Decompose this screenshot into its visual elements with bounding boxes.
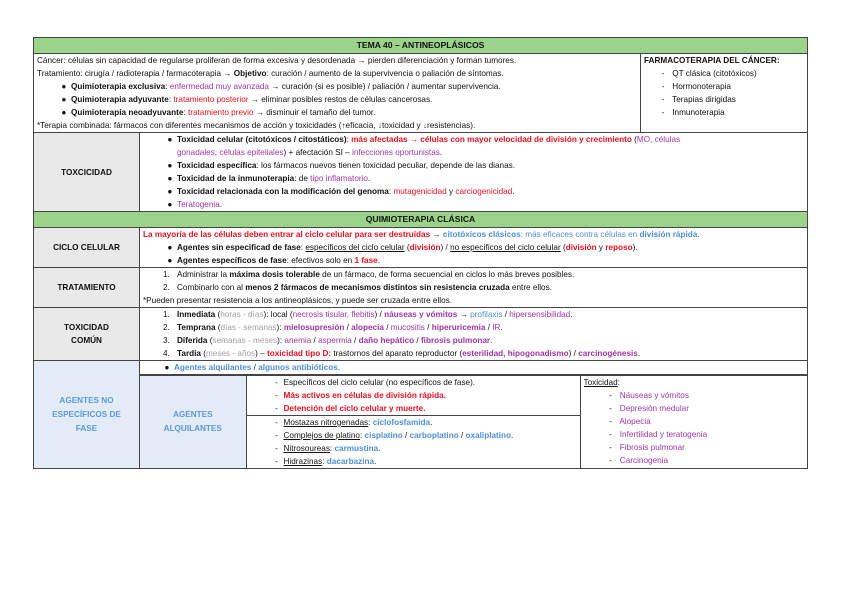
alquilantes-tox-item: - Náuseas y vómitos xyxy=(609,391,689,400)
toxicidad-temprana-item: 2. Temprana (días - semanas): mielosupresión / alopecia / mucositis / hiperuricemia / IR. xyxy=(163,323,503,332)
page-title: TEMA 40 – ANTINEOPLÁSICOS xyxy=(34,38,808,54)
toxicidad-celular-cont: gonadales, células epiteliales) + afectación SI – infecciones oportunistas. xyxy=(177,148,443,157)
cancer-definition: Cáncer: células sin capacidad de regularse proliferan de forma excesiva y desordenada → pierden diferenciación y forman tumores. xyxy=(37,56,517,65)
agentes-sin-especificidad-item: ● Agentes sin especificad de fase: específicos del ciclo celular (división) / no específicos del ciclo celular (división y reposo). xyxy=(167,243,638,252)
main-table xyxy=(33,37,808,469)
agentes-especificos-item: ● Agentes específicos de fase: efectivos solo en 1 fase. xyxy=(167,256,380,265)
qt-clasica-title: QUIMIOTERAPIA CLÁSICA xyxy=(34,212,808,228)
drug-family-item: - Hidrazinas: dacarbazina. xyxy=(275,457,377,466)
alquilantes-tox-item: - Infertilidad y teratogenia xyxy=(609,430,708,439)
toxicidad-genoma-item: ● Toxicidad relacionada con la modificación del genoma: mutagenicidad y carciogenicidad. xyxy=(167,187,515,196)
alquilantes-prop-item: - Específicos del ciclo celular (no específicos de fase). xyxy=(275,378,476,387)
farmacoterapia-item: - QT clásica (citotóxicos) xyxy=(661,69,757,78)
farmacoterapia-box xyxy=(641,54,808,133)
toxicidad-diferida-item: 3. Diferida (semanas - meses): anemia / aspermia / daño hepático / fibrosis pulmonar. xyxy=(163,336,493,345)
ciclo-celular-label: CICLO CELULAR xyxy=(34,228,140,268)
toxicidad-tardia-item: 4. Tardía (meses - años) – toxicidad tipo D: trastornos del aparato reproductor (esterilidad, hipogonadismo) / carcinogénesis. xyxy=(163,349,641,358)
toxicidad-celular-item: ● Toxicidad celular (citotóxicos / citostáticos): más afectadas → células con mayor velocidad de división y crecimiento (MO, células xyxy=(167,135,681,144)
agentes-no-especificos-label: AGENTES NO ESPECÍFICOS DE FASE xyxy=(34,361,140,469)
ciclo-intro-line: La mayoría de las células deben entrar al ciclo celular para ser destruidas → citotóxicos clásicos: más eficaces contra células en división rápida. xyxy=(143,230,700,239)
toxicidad-inmuno-item: ● Toxicidad de la inmunoterapia: de tipo inflamatorio. xyxy=(167,174,371,183)
alquilantes-tox-item: - Depresión medular xyxy=(609,404,689,413)
agentes-header-item: ● Agentes alquilantes / algunos antibióticos. xyxy=(140,361,807,375)
farmacoterapia-title: FARMACOTERAPIA DEL CÁNCER: xyxy=(644,56,780,65)
toxicidad-comun-content xyxy=(140,308,808,361)
document-sheet xyxy=(33,37,807,469)
farmacoterapia-item: - Inmunoterapia xyxy=(661,108,725,117)
tratamiento-label: TRATAMIENTO xyxy=(34,268,140,308)
ciclo-celular-content xyxy=(140,228,808,268)
alquilantes-prop-item: - Más activos en células de división rápida. xyxy=(275,391,446,400)
alquilantes-toxicidad-box xyxy=(580,376,807,469)
alquilantes-drugs xyxy=(246,416,580,469)
alquilantes-properties xyxy=(246,376,580,416)
teratogenia-item: ● Teratogenia. xyxy=(167,200,223,209)
tratamiento-content xyxy=(140,268,808,308)
alquilantes-tox-item: - Fibrosis pulmonar xyxy=(609,443,685,452)
farmacoterapia-item: - Terapias dirigidas xyxy=(661,95,736,104)
toxicidad-content xyxy=(140,133,808,212)
tratamiento-item-2: 2. Combinarlo con al menos 2 fármacos de mecanismos distintos sin resistencia cruzada entre ellos. xyxy=(163,283,552,292)
agentes-alquilantes-label: AGENTES ALQUILANTES xyxy=(140,376,246,469)
farmacoterapia-item: - Hormonoterapia xyxy=(661,82,731,91)
qt-adyuvante-item: ● Quimioterapia adyuvante: tratamiento posterior → eliminar posibles restos de células cancerosas. xyxy=(61,95,433,104)
alquilantes-tox-item: - Carcinogenia xyxy=(609,456,669,465)
agentes-content xyxy=(140,361,808,469)
intro-block xyxy=(34,54,641,133)
toxicidad-inmediata-item: 1. Inmediata (horas - días): local (necrosis tisular, flebitis) / náuseas y vómitos → profilaxis / hipersensibilidad. xyxy=(163,310,573,319)
alquilantes-table xyxy=(140,375,807,468)
toxicidad-label: TOXCICIDAD xyxy=(34,133,140,212)
tratamiento-item-1: 1. Administrar la máxima dosis tolerable de un fármaco, de forma secuencial en ciclos lo más breves posibles. xyxy=(163,270,575,279)
drug-family-item: - Mostazas nitrogenadas: ciclofosfamida. xyxy=(275,418,433,427)
qt-neoadyuvante-item: ● Quimioterapia neoadyuvante: tratamiento previo → disminuir el tamaño del tumor. xyxy=(61,108,376,117)
terapia-combinada-note: *Terapia combinada: fármacos con diferentes mecanismos de acción y toxicidades (↑eficacia, ↓toxicidad y ↓resistencias). xyxy=(37,121,476,130)
resistencia-note: *Pueden presentar resistencia a los antineoplásicos, y puede ser cruzada entre ellos. xyxy=(143,296,453,305)
drug-family-item: - Nitrosoureas: carmustina. xyxy=(275,444,381,453)
qt-exclusiva-item: ● Quimioterapia exclusiva: enfermedad muy avanzada → curación (si es posible) / paliación / aumentar supervivencia. xyxy=(61,82,501,91)
drug-family-item: - Complejos de platino: cisplatino / carboplatino / oxaliplatino. xyxy=(275,431,514,440)
tratamiento-line: Tratamiento: cirugía / radioterapia / farmacoterapia → Objetivo: curación / aumento de la supervivencia o paliación de síntomas. xyxy=(37,69,504,78)
alquilantes-prop-item: - Detención del ciclo celular y muerte. xyxy=(275,404,426,413)
toxicidad-especifica-item: ● Toxicidad específica: los fármacos nuevos tienen toxicidad peculiar, depende de las dianas. xyxy=(167,161,516,170)
alquilantes-tox-item: - Alopecia xyxy=(609,417,651,426)
toxicidad-comun-label: TOXICIDAD COMÚN xyxy=(34,308,140,361)
alquilantes-toxicidad-title: Toxicidad: xyxy=(583,378,620,387)
